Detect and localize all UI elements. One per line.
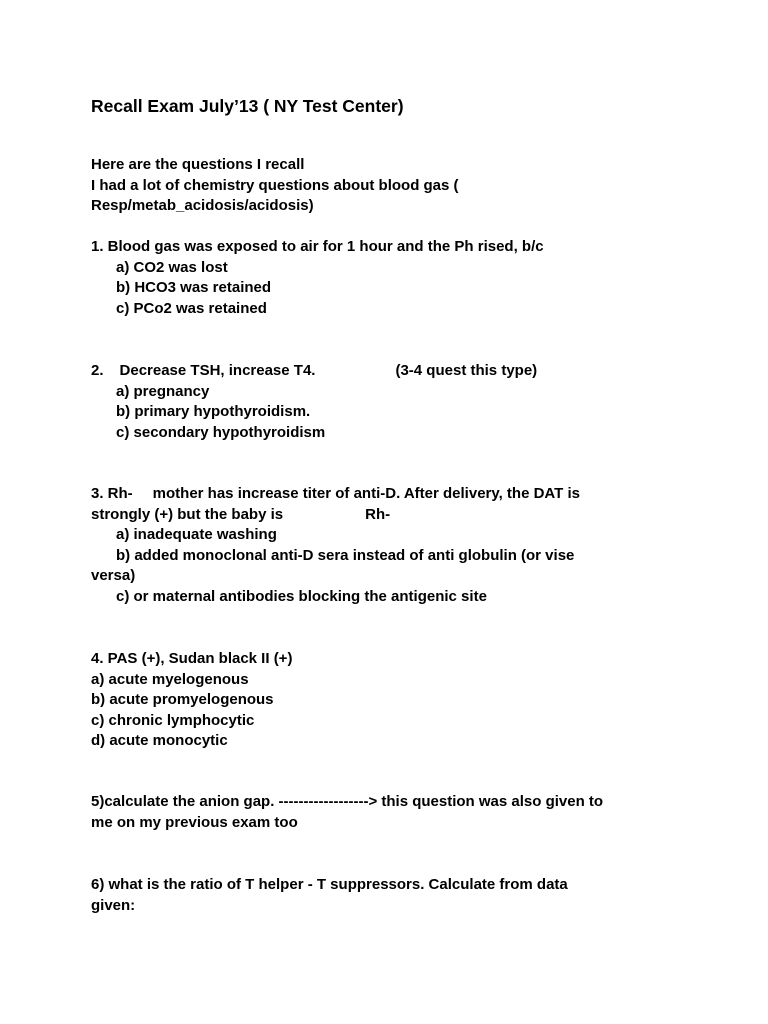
answer-option: d) acute monocytic <box>91 732 228 750</box>
question-6 <box>91 875 691 916</box>
question-3 <box>91 484 691 608</box>
answer-option: b) primary hypothyroidism. <box>116 403 311 421</box>
question-5-line: 5)calculate the anion gap. ------------------> this question was also given to <box>91 793 604 810</box>
question-1-stem: 1. Blood gas was exposed to air for 1 hour and the Ph rised, b/c <box>91 238 544 255</box>
question-3-stem-part: 3. Rh- <box>91 485 133 502</box>
question-3-stem-line <box>91 484 691 505</box>
intro-section <box>91 155 691 217</box>
question-5 <box>91 792 691 833</box>
intro-line: Here are the questions I recall <box>91 156 305 173</box>
question-5-line: me on my previous exam too <box>91 813 298 831</box>
answer-option: b) HCO3 was retained <box>116 279 272 297</box>
answer-option-continued: versa) <box>91 567 136 585</box>
question-2 <box>91 361 691 443</box>
answer-option: a) pregnancy <box>116 382 210 400</box>
question-6-line: given: <box>91 896 136 914</box>
question-4 <box>91 649 691 752</box>
question-3-stem-part: mother has increase titer of anti-D. After delivery, the DAT is <box>152 485 580 502</box>
intro-line: Resp/metab_acidosis/acidosis) <box>91 197 314 215</box>
answer-option: c) chronic lymphocytic <box>91 711 255 729</box>
answer-option: a) inadequate washing <box>116 526 277 544</box>
question-3-stem-line <box>91 505 691 526</box>
answer-option: b) added monoclonal anti-D sera instead of anti globulin (or vise <box>116 546 575 564</box>
answer-option: a) CO2 was lost <box>116 258 228 276</box>
question-1 <box>91 237 691 319</box>
answer-option: c) secondary hypothyroidism <box>116 423 326 441</box>
question-2-stem: Decrease TSH, increase T4. <box>119 362 316 379</box>
question-6-line: 6) what is the ratio of T helper - T suppressors. Calculate from data <box>91 876 568 893</box>
answer-option: c) PCo2 was retained <box>116 299 267 317</box>
answer-option: a) acute myelogenous <box>91 670 249 688</box>
question-3-stem-part: strongly (+) but the baby is <box>91 505 284 523</box>
intro-line: I had a lot of chemistry questions about blood gas ( <box>91 176 459 194</box>
question-4-stem: 4. PAS (+), Sudan black II (+) <box>91 650 293 667</box>
question-3-stem-part: Rh- <box>365 505 391 523</box>
question-2-note: (3-4 quest this type) <box>395 362 538 379</box>
answer-option: c) or maternal antibodies blocking the antigenic site <box>116 587 487 605</box>
answer-option: b) acute promyelogenous <box>91 691 274 709</box>
document-title: Recall Exam July’13 ( NY Test Center) <box>91 96 404 116</box>
question-number: 2. <box>91 362 104 379</box>
question-2-stem-line <box>91 361 691 382</box>
